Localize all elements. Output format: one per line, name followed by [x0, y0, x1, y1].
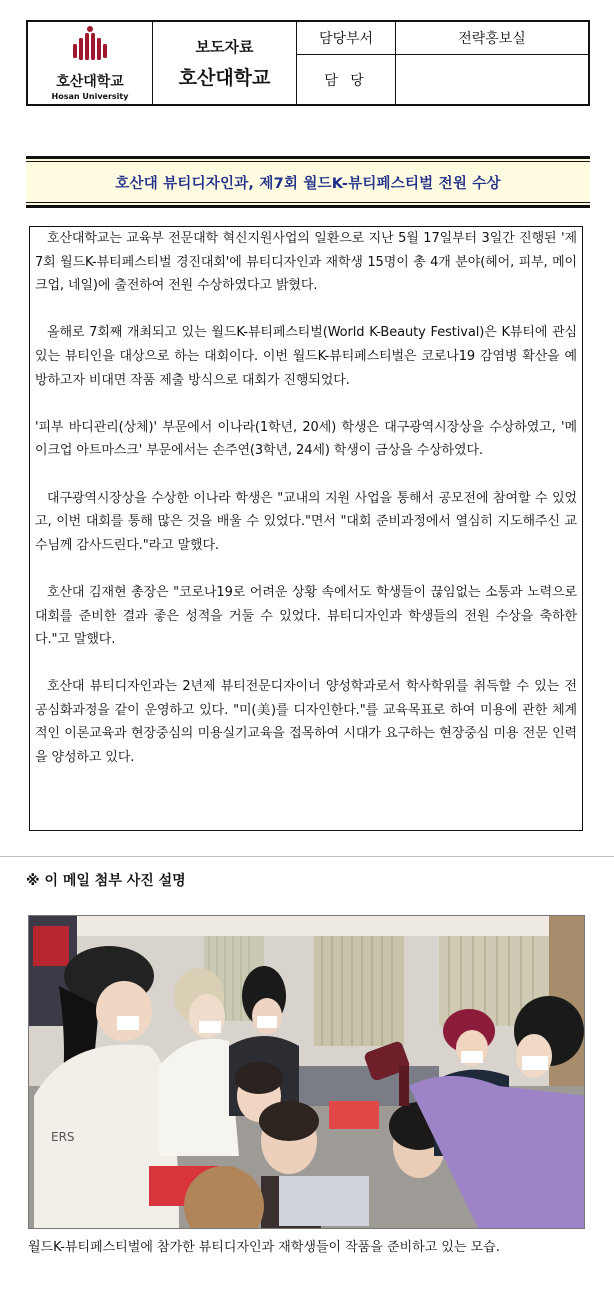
document-type-cell: [153, 22, 297, 104]
header-table: [26, 20, 590, 106]
organization-name: 호산대학교: [178, 67, 271, 89]
person-value: [396, 55, 588, 104]
paragraph: 호산대 뷰티디자인과는 2년제 뷰티전문디자이너 양성학과로서 학사학위를 취득할 수 있는 전공심화과정을 같이 운영하고 있다. "미(美)를 디자인한다."를 교육목표로 하여 미용에 관한 체계적인 이론교육과 현장중심의 미용실기교육을 접목하여 시대가 요구하는 현장중심 미용 전문 인력을 양성하고 있다.: [35, 679, 577, 766]
contact-grid: [297, 22, 588, 104]
logo: [28, 22, 153, 104]
headline-band: [26, 156, 590, 208]
section-divider: [0, 856, 614, 857]
photo-students-styling-mannequins: [28, 915, 585, 1229]
person-label: 담 당: [297, 55, 396, 104]
photo-section-heading: ※ 이 메일 첨부 사진 설명: [26, 873, 186, 889]
photo-illustration: [29, 916, 585, 1229]
article-body: [29, 226, 583, 831]
paragraph: 대구광역시장상을 수상한 이나라 학생은 "교내의 지원 사업을 통해서 공모전에 참여할 수 있었고, 이번 대회를 통해 많은 것을 배울 수 있었다."면서 "대회 준비과정에서 열심히 지도해주신 교수님께 감사드린다."라고 말했다.: [35, 490, 577, 553]
paragraph: 호산대학교는 교육부 전문대학 혁신지원사업의 일환으로 지난 5월 17일부터 3일간 진행된 '제7회 월드K-뷰티페스티벌 경진대회'에 뷰티디자인과 재학생 15명이 총 4개 분야(헤어, 피부, 메이크업, 네일)에 출전하여 전원 수상하였다고 밝혔다.: [35, 231, 577, 294]
document-type: 보도자료: [195, 38, 254, 56]
university-emblem-icon: [70, 25, 110, 69]
svg-text:ERS: ERS: [51, 1130, 75, 1144]
department-label: 담당부서: [297, 22, 396, 55]
department-value: 전략홍보실: [396, 22, 588, 55]
paragraph: 호산대 김재현 총장은 "코로나19로 어려운 상황 속에서도 학생들이 끊임없는 소통과 노력으로 대회를 준비한 결과 좋은 성적을 거둘 수 있었다. 뷰티디자인과 학생들의 전원 수상을 축하한다."고 말했다.: [35, 584, 577, 648]
logo-english-name: Hosan University: [51, 92, 129, 101]
headline: 호산대 뷰티디자인과, 제7회 월드K-뷰티페스티벌 전원 수상: [115, 175, 501, 192]
paragraph: 올해로 7회째 개최되고 있는 월드K-뷰티페스티벌(World K-Beauty Festival)은 K뷰티에 관심 있는 뷰티인을 대상으로 하는 대회이다. 이번 월드K-뷰티페스티벌은 코로나19 감염병 확산을 예방하고자 비대면 작품 제출 방식으로 대회가 진행되었다.: [35, 325, 577, 388]
photo-caption: 월드K-뷰티페스티벌에 참가한 뷰티디자인과 재학생들이 작품을 준비하고 있는 모습.: [28, 1240, 500, 1255]
logo-korean-name: 호산대학교: [56, 74, 124, 90]
paragraph: '피부 바디관리(상체)' 부문에서 이나라(1학년, 20세) 학생은 대구광역시장상을 수상하였고, '메이크업 아트마스크' 부문에서는 손주연(3학년, 24세) 학생이 금상을 수상하였다.: [35, 419, 577, 459]
